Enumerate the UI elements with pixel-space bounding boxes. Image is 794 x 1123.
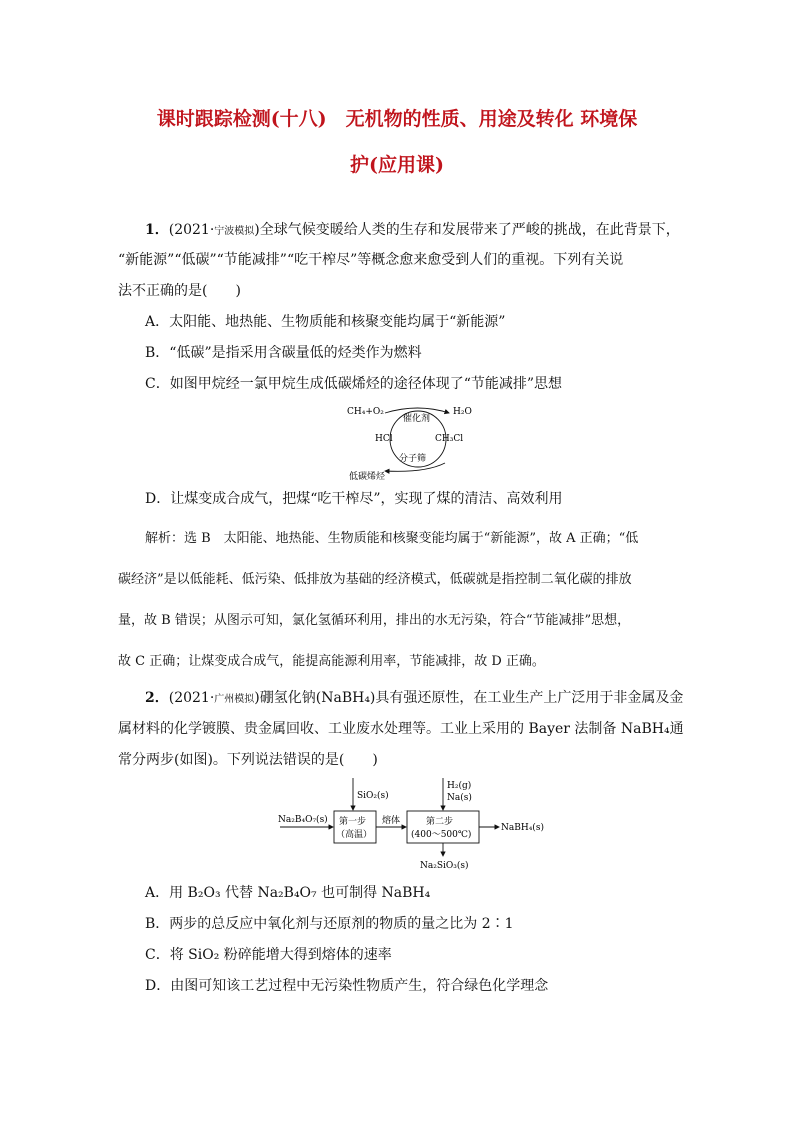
page-title-line1: 课时跟踪检测(十八) 无机物的性质、用途及转化 环境保 [156, 108, 638, 130]
q1-analysis-line3: 量，故 B 错误；从图示可知，氯化氢循环利用，排出的水无污染，符合“节能减排”思想， [118, 613, 631, 628]
q2-line3: 常分两步(如图)。下列说法错误的是( ) [118, 752, 378, 768]
q2-diag-na: Na(s) [447, 793, 472, 803]
q2-diag-step2-b: (400～500℃) [411, 830, 472, 840]
q2-diag-h2: H₂(g) [447, 781, 472, 791]
q1-diag-sieve: 分子筛 [399, 454, 427, 464]
q1-diag-catalyst: 催化剂 [403, 414, 431, 424]
q2-diag-sio2: SiO₂(s) [357, 791, 389, 801]
q1-option-b: B．“低碳”是指采用含碳量低的烃类作为燃料 [145, 345, 422, 361]
q2-option-b: B．两步的总反应中氧化剂与还原剂的物质的量之比为 2∶1 [145, 916, 514, 932]
q1-cycle-diagram [345, 401, 495, 481]
q1-line1-text: )全球气候变暖给人类的生存和发展带来了严峻的挑战，在此背景下， [254, 222, 680, 238]
q2-diag-step1-a: 第一步 [339, 817, 367, 827]
q1-number: 1． [145, 222, 169, 238]
q2-option-c: C．将 SiO₂ 粉碎能增大得到熔体的速率 [145, 947, 392, 963]
q1-year: (2021· [168, 222, 215, 238]
q1-diag-hcl: HCl [375, 434, 393, 444]
q1-option-a: A．太阳能、地热能、生物质能和核聚变能均属于“新能源” [145, 314, 506, 330]
q1-analysis-line4: 故 C 正确；让煤变成合成气，能提高能源利用率，节能减排，故 D 正确。 [118, 654, 545, 669]
q2-source: 广州模拟 [214, 694, 255, 705]
q1-diag-olefin: 低碳烯烃 [349, 472, 386, 481]
q1-diag-ch4o2: CH₄+O₂ [347, 407, 384, 417]
q1-analysis-line1: 解析：选 B 太阳能、地热能、生物质能和核聚变能均属于“新能源”，故 A 正确；“低 [145, 531, 639, 546]
q1-analysis-line2: 碳经济”是以低能耗、低污染、低排放为基础的经济模式，低碳就是指控制二氧化碳的排放 [118, 572, 632, 587]
q1-cycle-arrow-top [385, 408, 449, 413]
q1-line2: “新能源”“低碳”“节能减排”“吃干榨尽”等概念愈来愈受到人们的重视。下列有关说 [118, 252, 624, 268]
q1-line1 [145, 219, 680, 239]
q2-line2: 属材料的化学镀膜、贵金属回收、工业废水处理等。工业上采用的 Bayer 法制备 NaBH₄通 [118, 721, 684, 737]
q2-diag-na2sio3: Na₂SiO₃(s) [420, 861, 469, 871]
q2-year: (2021· [168, 690, 215, 706]
q1-diag-ch3cl: CH₃Cl [435, 434, 464, 444]
q2-diag-na2b4o7: Na₂B₄O₇(s) [278, 815, 328, 825]
q2-diag-melt: 熔体 [382, 816, 401, 826]
q1-line3: 法不正确的是( ) [118, 283, 241, 299]
q2-option-a: A．用 B₂O₃ 代替 Na₂B₄O₇ 也可制得 NaBH₄ [145, 885, 431, 901]
q2-diag-step1-b: （高温） [336, 830, 373, 840]
q1-diag-h2o: H₂O [453, 407, 472, 417]
q2-line1-text: )硼氢化钠(NaBH₄)具有强还原性，在工业生产上广泛用于非金属及金 [254, 690, 684, 706]
q2-option-d: D．由图可知该工艺过程中无污染性物质产生，符合绿色化学理念 [145, 978, 549, 994]
q1-source: 宁波模拟 [214, 226, 255, 237]
q1-option-c: C．如图甲烷经一氯甲烷生成低碳烯烃的途径体现了“节能减排”思想 [145, 376, 563, 392]
q2-line1 [145, 687, 683, 707]
q2-flow-diagram [278, 776, 558, 871]
page-title-line2: 护(应用课) [350, 154, 444, 176]
q1-option-d: D．让煤变成合成气，把煤“吃干榨尽”，实现了煤的清洁、高效利用 [145, 491, 563, 507]
q2-diag-step2-a: 第二步 [426, 817, 454, 827]
q2-number: 2． [145, 690, 169, 706]
q2-diag-nabh4: NaBH₄(s) [501, 823, 544, 833]
